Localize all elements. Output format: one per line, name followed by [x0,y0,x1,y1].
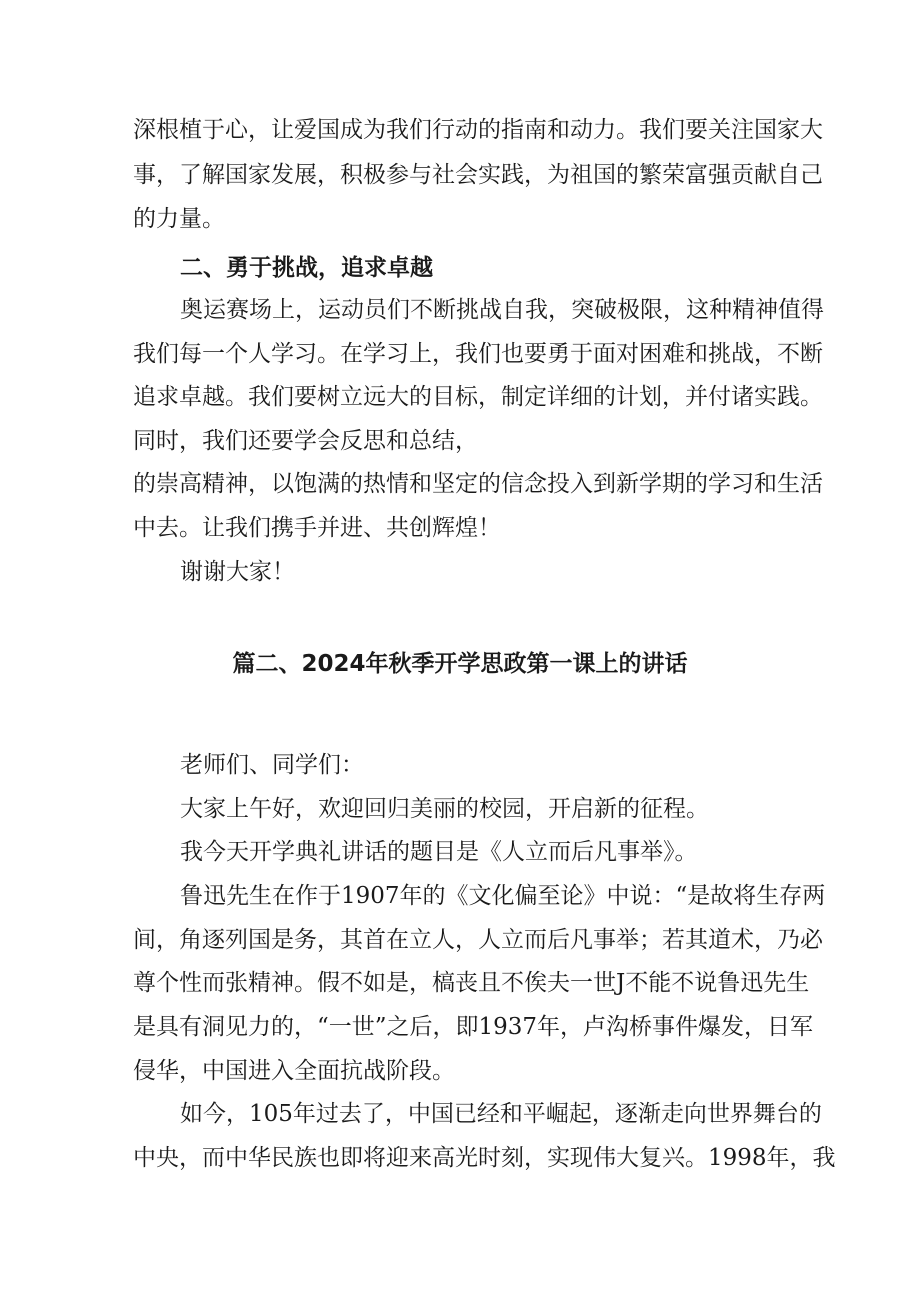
paragraph-line: 侵华，中国进入全面抗战阶段。 [133,1058,455,1084]
section-heading: 二、勇于挑战，追求卓越 [180,255,433,281]
topic-line: 我今天开学典礼讲话的题目是《人立而后凡事举》。 [180,839,698,865]
article-title: 篇二、2024年秋季开学思政第一课上的讲话 [232,651,688,677]
paragraph-line: 事，了解国家发展，积极参与社会实践，为祖国的繁荣富强贡献自己 [133,162,823,188]
paragraph-line: 的崇高精神，以饱满的热情和坚定的信念投入到新学期的学习和生活 [133,471,823,497]
paragraph-line: 鲁迅先生在作于1907年的《文化偏至论》中说：“是故将生存两 [180,883,826,909]
paragraph-line: 中央，而中华民族也即将迎来高光时刻，实现伟大复兴。1998年，我 [133,1145,836,1171]
paragraph-line: 我们每一个人学习。在学习上，我们也要勇于面对困难和挑战，不断 [133,341,823,367]
paragraph-line: 尊个性而张精神。假不如是，槁丧且不俟夫一世J不能不说鲁迅先生 [133,970,810,996]
greeting-line: 大家上午好，欢迎回归美丽的校园，开启新的征程。 [180,796,709,822]
paragraph-line: 如今，105年过去了，中国已经和平崛起，逐渐走向世界舞台的 [180,1101,822,1127]
paragraph-line: 的力量。 [133,206,225,232]
paragraph-line: 奥运赛场上，运动员们不断挑战自我，突破极限，这种精神值得 [180,297,824,323]
paragraph-line: 同时，我们还要学会反思和总结， [133,428,478,454]
thanks-line: 谢谢大家！ [180,559,295,585]
paragraph-line: 追求卓越。我们要树立远大的目标，制定详细的计划，并付诸实践。 [133,384,823,410]
paragraph-line: 间，角逐列国是务，其首在立人，人立而后凡事举；若其道术，乃必 [133,927,823,953]
paragraph-line: 是具有洞见力的，“一世”之后，即1937年，卢沟桥事件爆发，日军 [133,1014,814,1040]
paragraph-line: 深根植于心，让爱国成为我们行动的指南和动力。我们要关注国家大 [133,117,823,143]
salutation: 老师们、同学们： [180,752,364,778]
paragraph-line: 中去。让我们携手并进、共创辉煌！ [133,515,501,541]
